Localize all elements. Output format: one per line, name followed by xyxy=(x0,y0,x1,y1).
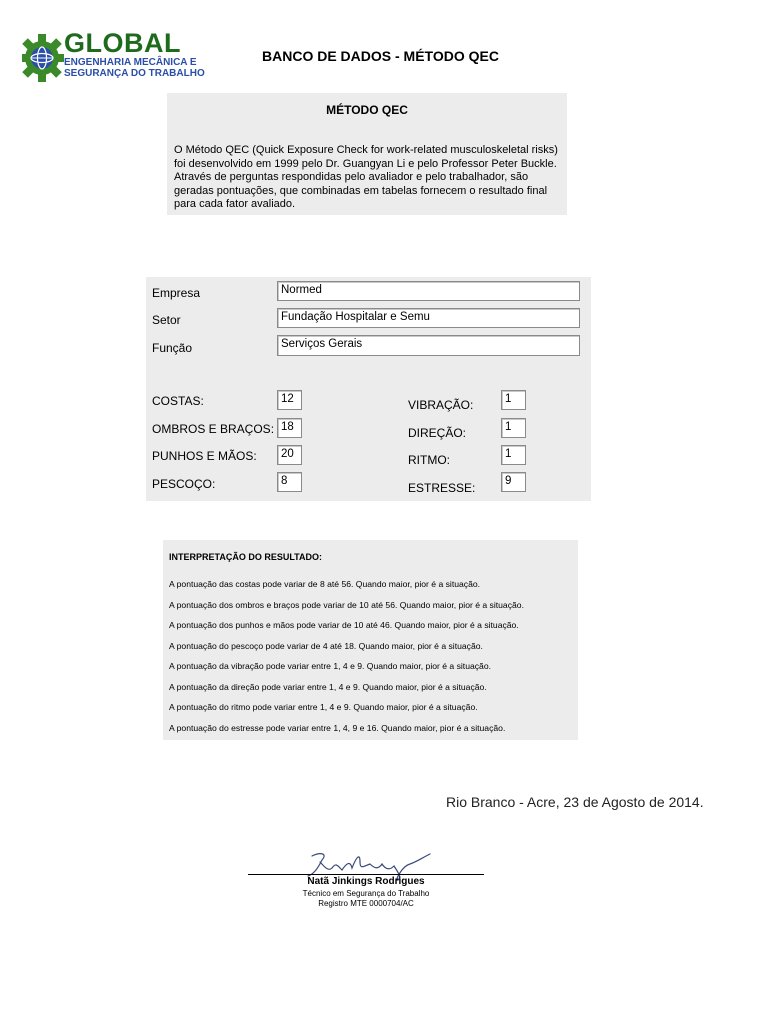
score-label-costas: COSTAS: xyxy=(152,394,204,408)
score-label-direcao: DIREÇÃO: xyxy=(408,426,467,440)
interpretation-title: INTERPRETAÇÃO DO RESULTADO: xyxy=(169,552,322,562)
logo-subtitle-line2: SEGURANÇA DO TRABALHO xyxy=(64,68,205,79)
page-title: BANCO DE DADOS - MÉTODO QEC xyxy=(262,48,499,64)
empresa-field[interactable]: Normed xyxy=(277,281,580,301)
score-label-estresse: ESTRESSE: xyxy=(408,481,476,495)
intro-text: O Método QEC (Quick Exposure Check for work-related musculoskeletal risks) foi desenvolvido em 1999 pelo Dr. Guangyan Li e pelo Professor Peter Buckle. Através de perguntas respondidas pelo avaliador e pelo trabalhador, são geradas pontuações, que combinadas em tabelas fornecem o resultado final para cada fator avaliado. xyxy=(174,144,558,210)
score-field-vibracao[interactable]: 1 xyxy=(501,390,526,410)
gear-globe-icon xyxy=(22,28,64,84)
interpretation-line: A pontuação dos punhos e mãos pode variar de 10 até 46. Quando maior, pior é a situação. xyxy=(169,620,519,630)
score-label-pescoco: PESCOÇO: xyxy=(152,477,216,491)
score-label-vibracao: VIBRAÇÃO: xyxy=(408,398,474,412)
score-field-pescoco[interactable]: 8 xyxy=(277,472,302,492)
setor-field[interactable]: Fundação Hospitalar e Semu xyxy=(277,308,580,328)
setor-label: Setor xyxy=(152,313,181,327)
signer-name: Natã Jinkings Rodrigues xyxy=(307,876,425,887)
score-field-ombros-bracos[interactable]: 18 xyxy=(277,418,302,438)
interpretation-line: A pontuação da direção pode variar entre 1, 4 e 9. Quando maior, pior é a situação. xyxy=(169,682,487,692)
funcao-label: Função xyxy=(152,341,193,355)
intro-box xyxy=(167,93,567,215)
score-field-punhos-maos[interactable]: 20 xyxy=(277,445,302,465)
score-field-estresse[interactable]: 9 xyxy=(501,472,526,492)
score-label-ritmo: RITMO: xyxy=(408,453,450,467)
empresa-label: Empresa xyxy=(152,286,201,300)
assessment-form xyxy=(146,277,591,501)
interpretation-box xyxy=(163,540,578,740)
interpretation-line: A pontuação do pescoço pode variar de 4 até 18. Quando maior, pior é a situação. xyxy=(169,641,483,651)
signer-registration: Registro MTE 0000704/AC xyxy=(318,899,414,908)
score-label-ombros-bracos: OMBROS E BRAÇOS: xyxy=(152,422,275,436)
interpretation-line: A pontuação do ritmo pode variar entre 1, 4 e 9. Quando maior, pior é a situação. xyxy=(169,702,478,712)
place-date: Rio Branco - Acre, 23 de Agosto de 2014. xyxy=(446,794,704,810)
logo-title: GLOBAL xyxy=(64,28,181,58)
interpretation-line: A pontuação da vibração pode variar entre 1, 4 e 9. Quando maior, pior é a situação. xyxy=(169,661,491,671)
score-field-direcao[interactable]: 1 xyxy=(501,418,526,438)
intro-title: MÉTODO QEC xyxy=(326,103,408,117)
score-label-punhos-maos: PUNHOS E MÃOS: xyxy=(152,449,257,463)
score-field-costas[interactable]: 12 xyxy=(277,390,302,410)
score-field-ritmo[interactable]: 1 xyxy=(501,445,526,465)
signature-line xyxy=(248,874,484,875)
signer-role: Técnico em Segurança do Trabalho xyxy=(302,889,430,898)
funcao-field[interactable]: Serviços Gerais xyxy=(277,335,580,356)
company-logo xyxy=(22,28,205,86)
interpretation-line: A pontuação das costas pode variar de 8 até 56. Quando maior, pior é a situação. xyxy=(169,579,481,589)
interpretation-line: A pontuação dos ombros e braços pode variar de 10 até 56. Quando maior, pior é a situação. xyxy=(169,600,524,610)
interpretation-line: A pontuação do estresse pode variar entre 1, 4, 9 e 16. Quando maior, pior é a situação. xyxy=(169,723,506,733)
logo-subtitle-line1: ENGENHARIA MECÂNICA E xyxy=(64,57,197,68)
